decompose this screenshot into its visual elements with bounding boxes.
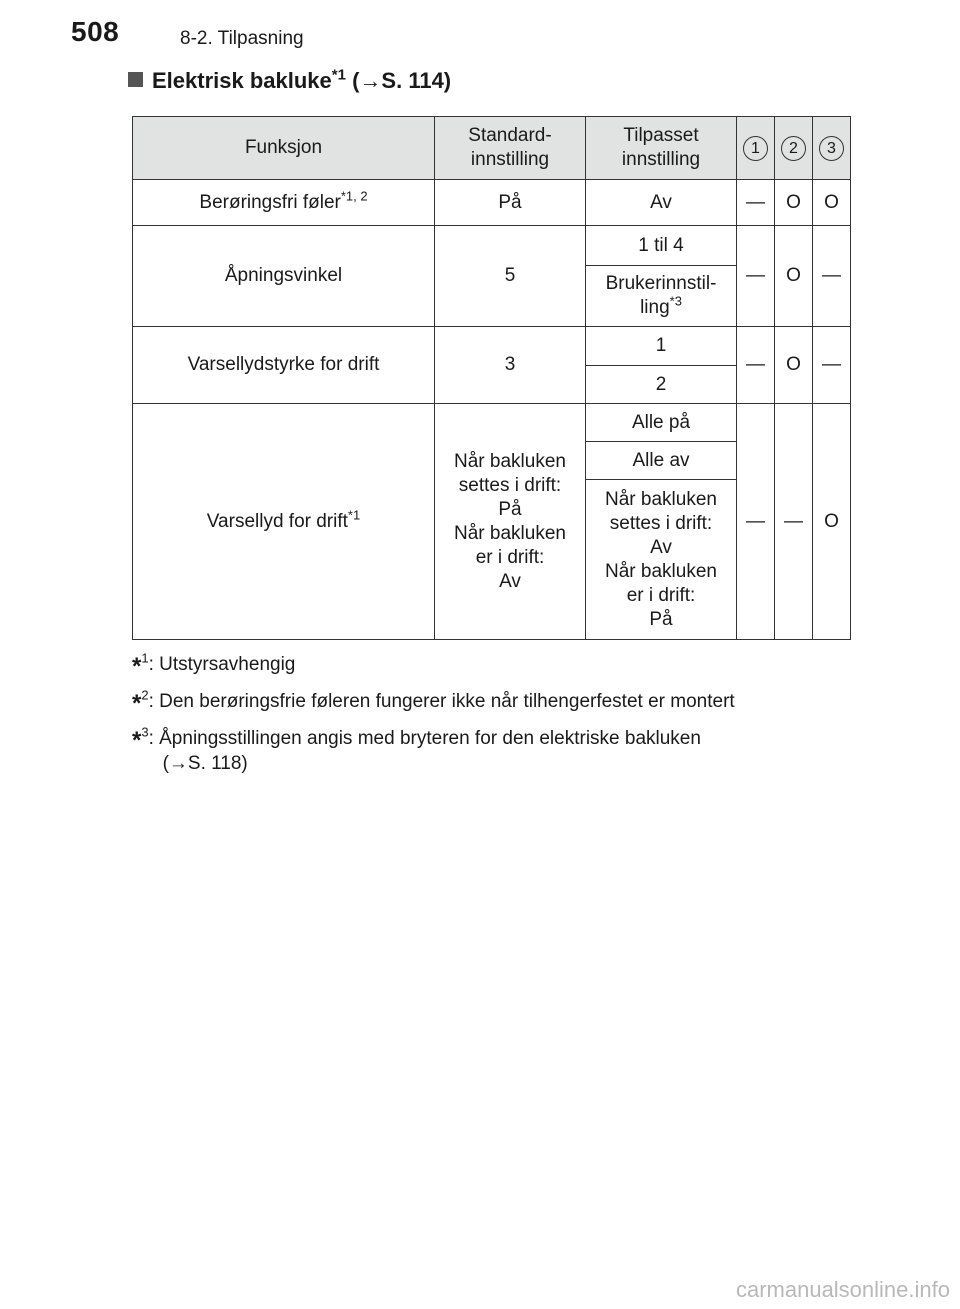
footnote-1: *$^1$ : Utstyrsavhengig <box>132 650 296 680</box>
footnotes <box>132 652 842 786</box>
cell-custom: 1 <box>586 327 737 366</box>
section-page-reference[interactable]: (→S. 114) <box>352 68 452 93</box>
circled-number-3-icon: 3 <box>819 136 844 161</box>
header-col-3 <box>813 117 851 180</box>
cell-custom: 2 <box>586 366 737 404</box>
cell-col-2: — <box>775 404 813 640</box>
cell-col-2: O <box>775 327 813 404</box>
header-default-setting: Standard- innstilling <box>435 117 586 180</box>
cell-col-1: — <box>737 327 775 404</box>
cell-custom: Alle av <box>586 442 737 480</box>
cell-custom: Av <box>586 180 737 226</box>
table-row <box>133 180 851 226</box>
cell-custom: Alle på <box>586 404 737 442</box>
cell-default: Når bakluken settes i drift: På Når bakluken er i drift: Av <box>435 404 586 640</box>
section-heading <box>128 68 451 94</box>
section-title: Elektrisk bakluke <box>152 68 332 93</box>
cell-col-3: — <box>813 327 851 404</box>
cell-function: Berøringsfri føler$^{*1, 2}$ <box>133 180 435 226</box>
cell-function: Varsellyd for drift$^{*1}$ <box>133 404 435 640</box>
square-bullet-icon <box>128 72 143 87</box>
cell-col-3: O <box>813 404 851 640</box>
cell-default: 3 <box>435 327 586 404</box>
cell-col-1: — <box>737 226 775 327</box>
cell-col-2: O <box>775 180 813 226</box>
header-col-1 <box>737 117 775 180</box>
section-title-footnote-mark: *1 <box>331 66 346 84</box>
footnote-3-page-reference[interactable]: (→S. 118) <box>162 753 248 774</box>
chapter-title: 8-2. Tilpasning <box>180 28 304 49</box>
cell-function: Åpningsvinkel <box>133 226 435 327</box>
header-col-2 <box>775 117 813 180</box>
cell-col-3: — <box>813 226 851 327</box>
table-row <box>133 226 851 266</box>
header-custom-setting: Tilpasset innstilling <box>586 117 737 180</box>
table-row <box>133 404 851 442</box>
watermark: carmanualsonline.info <box>735 1277 950 1302</box>
cell-custom: 1 til 4 <box>586 226 737 266</box>
cell-col-3: O <box>813 180 851 226</box>
cell-default: 5 <box>435 226 586 327</box>
cell-col-1: — <box>737 404 775 640</box>
circled-number-1-icon: 1 <box>743 136 768 161</box>
table-header-row <box>133 117 851 180</box>
page-number: 508 <box>71 16 120 47</box>
cell-function: Varsellydstyrke for drift <box>133 327 435 404</box>
footnote-2: *$^2$ : Den berøringsfrie føleren fungerer ikke når tilhengerfestet er montert <box>132 687 735 717</box>
cell-custom: Brukerinnstil- ling$^{*3}$ <box>586 266 737 327</box>
cell-col-2: O <box>775 226 813 327</box>
cell-custom: Når bakluken settes i drift: Av Når bakluken er i drift: På <box>586 480 737 640</box>
cell-col-1: — <box>737 180 775 226</box>
circled-number-2-icon: 2 <box>781 136 806 161</box>
footnote-3: *$^3$ : Åpningsstillingen angis med bryteren for den elektriske bakluken (→S. 118) <box>132 726 842 776</box>
settings-table <box>132 116 851 640</box>
table-row <box>133 327 851 366</box>
cell-default: På <box>435 180 586 226</box>
header-function: Funksjon <box>133 117 435 180</box>
